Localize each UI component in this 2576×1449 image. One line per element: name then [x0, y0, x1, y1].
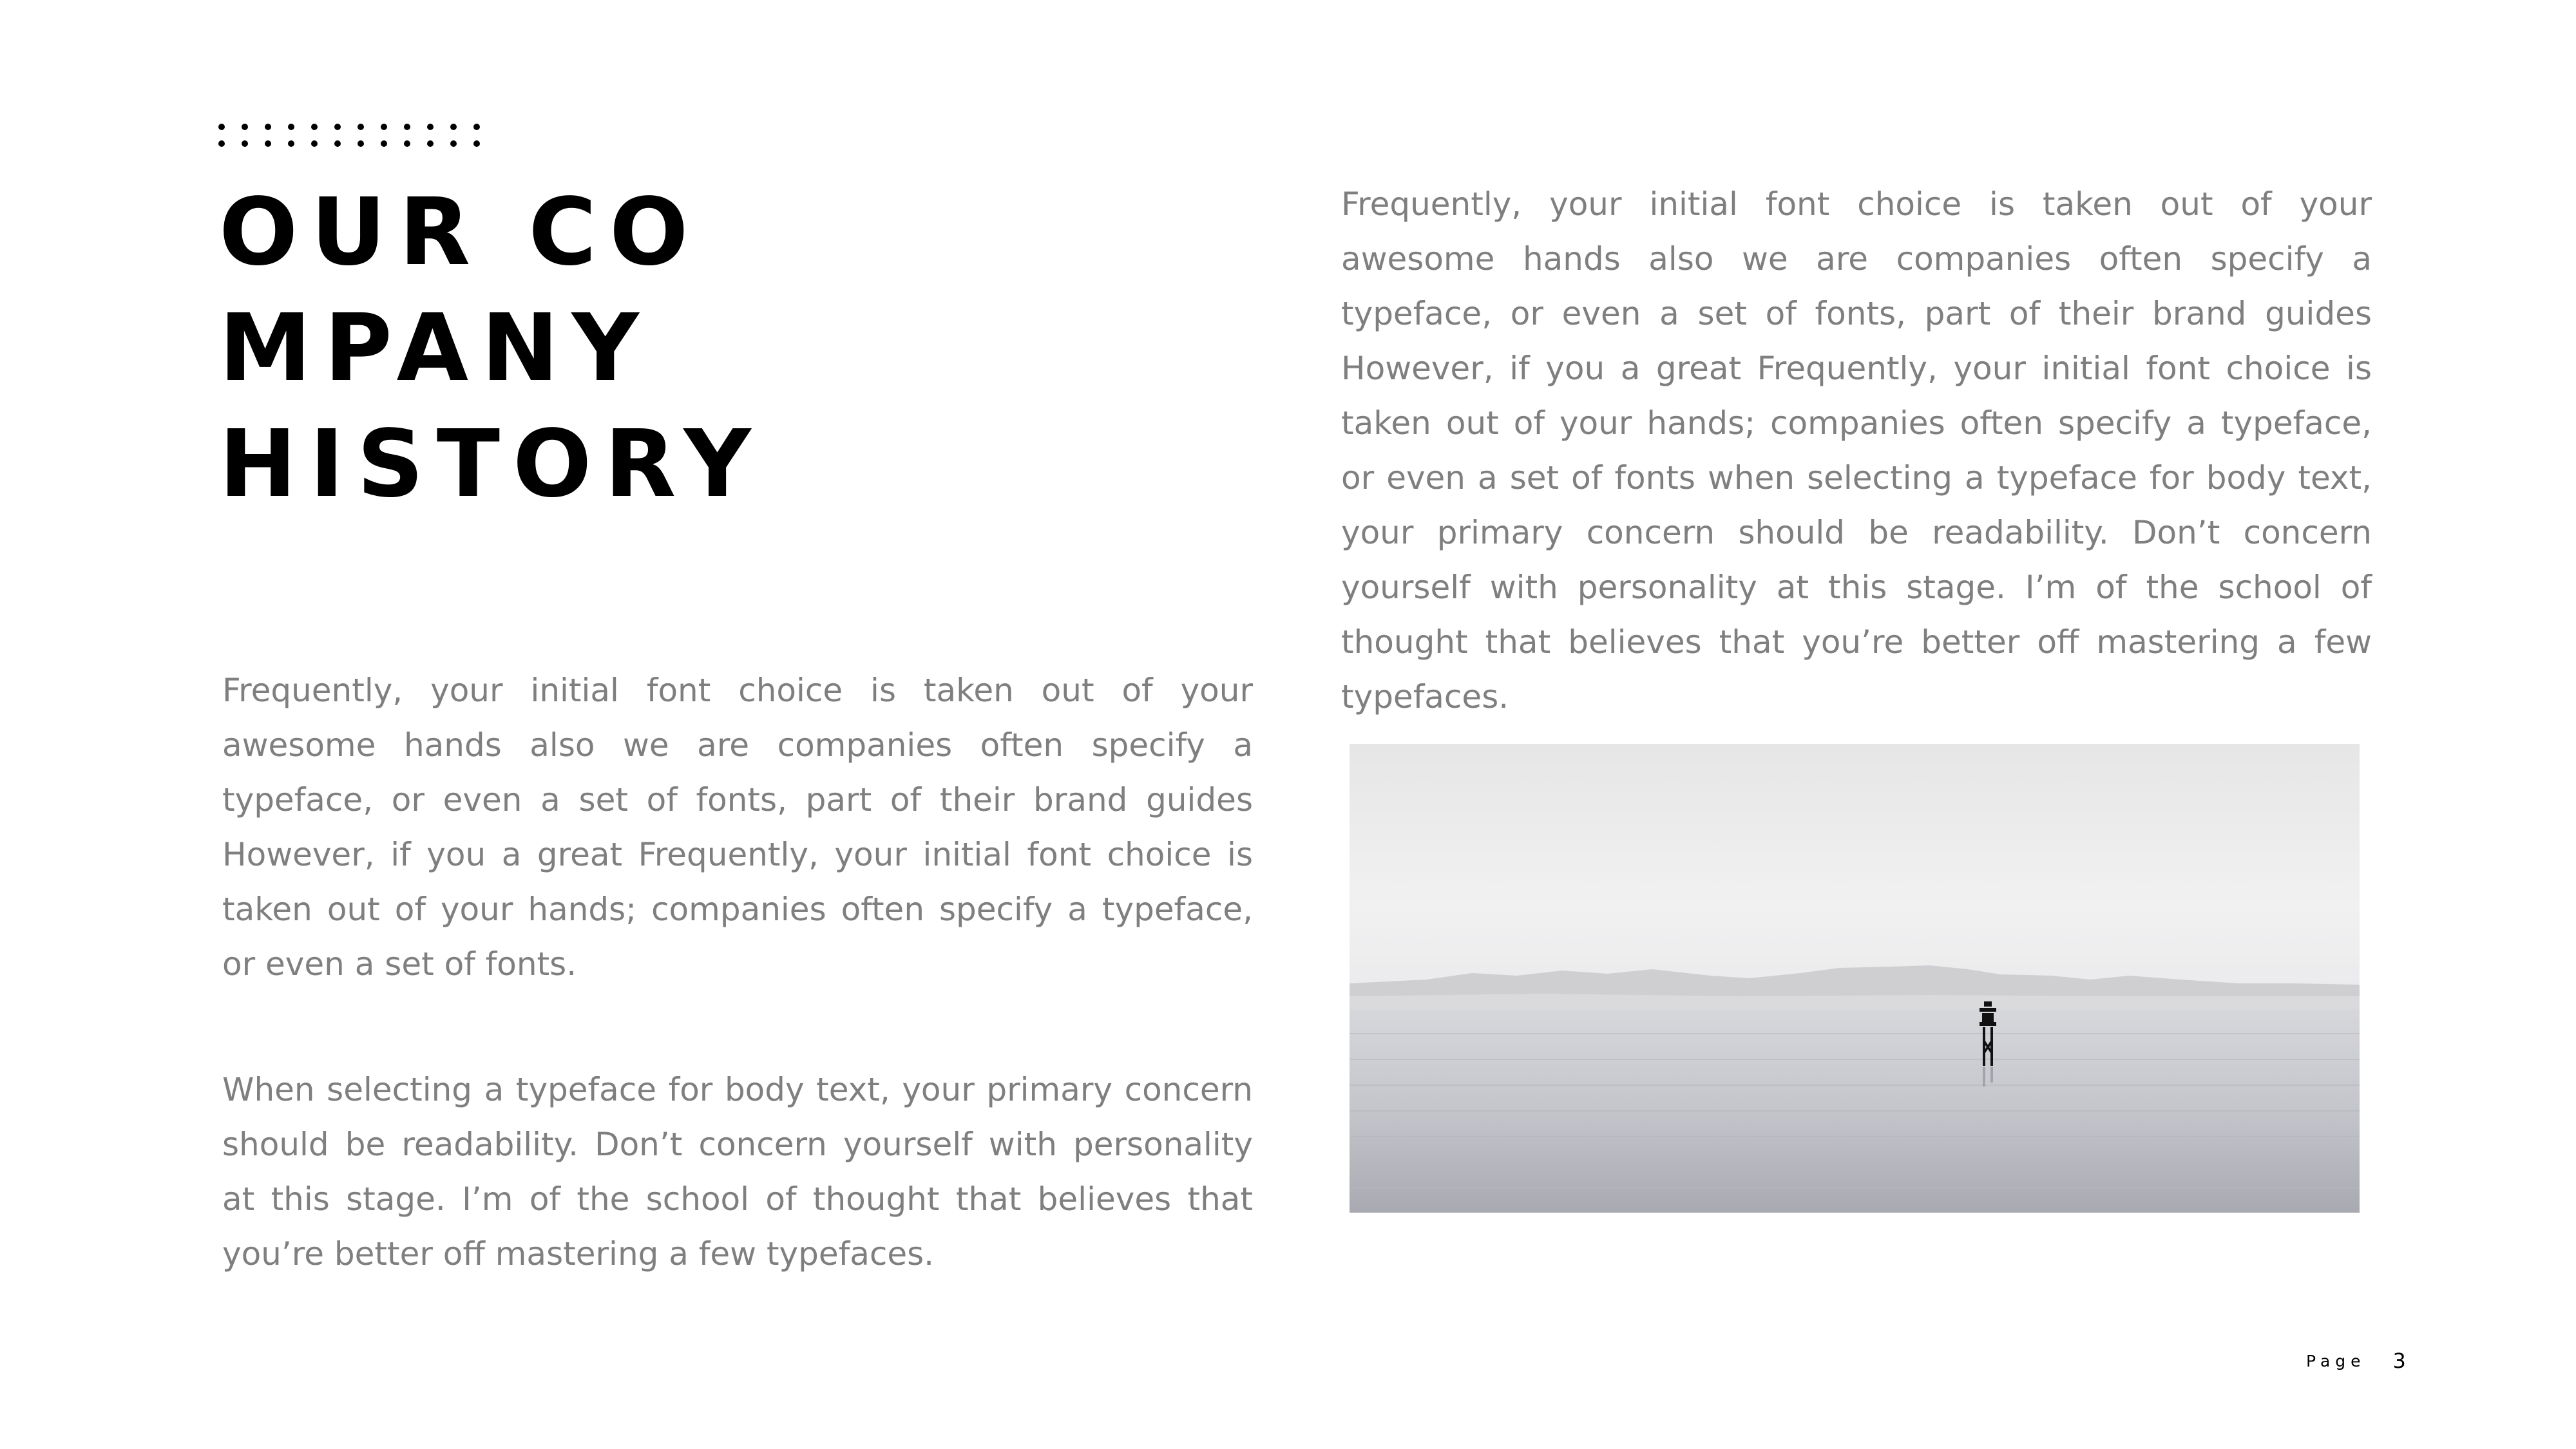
- page-label: Page: [2306, 1351, 2366, 1370]
- sea-photo: [1350, 744, 2360, 1213]
- page-footer: [2306, 1348, 2406, 1374]
- right-paragraph: Frequently, your initial font choice is taken out of your awesome hands also we are companies often specify a typeface, or even a set of fonts, part of their brand guides However, if you a great Frequently, your initial font choice is taken out of your hands; companies often specify a typeface, or even a set of fonts when selecting a typeface for body text, your primary concern should be readability. Don’t concern yourself with personality at this stage. I’m of the school of thought that believes that you’re better off mastering a few typefaces.: [1341, 185, 2372, 715]
- sea-photo-image: [1350, 744, 2360, 1213]
- page-number: 3: [2392, 1349, 2406, 1373]
- slide-title: OUR COMPANY HISTORY: [219, 178, 764, 518]
- left-paragraph-1: Frequently, your initial font choice is taken out of your awesome hands also we are companies often specify a typeface, or even a set of fonts, part of their brand guides However, if you a great Frequently, your initial font choice is taken out of your hands; companies often specify a typeface, or even a set of fonts.: [222, 672, 1253, 983]
- dot-grid-icon: [218, 122, 488, 148]
- left-paragraph-2: When selecting a typeface for body text, your primary concern should be readability. Don’t concern yourself with personality at this stage. I’m of the school of thought that believes that you’re better off mastering a few typefaces.: [222, 1071, 1253, 1273]
